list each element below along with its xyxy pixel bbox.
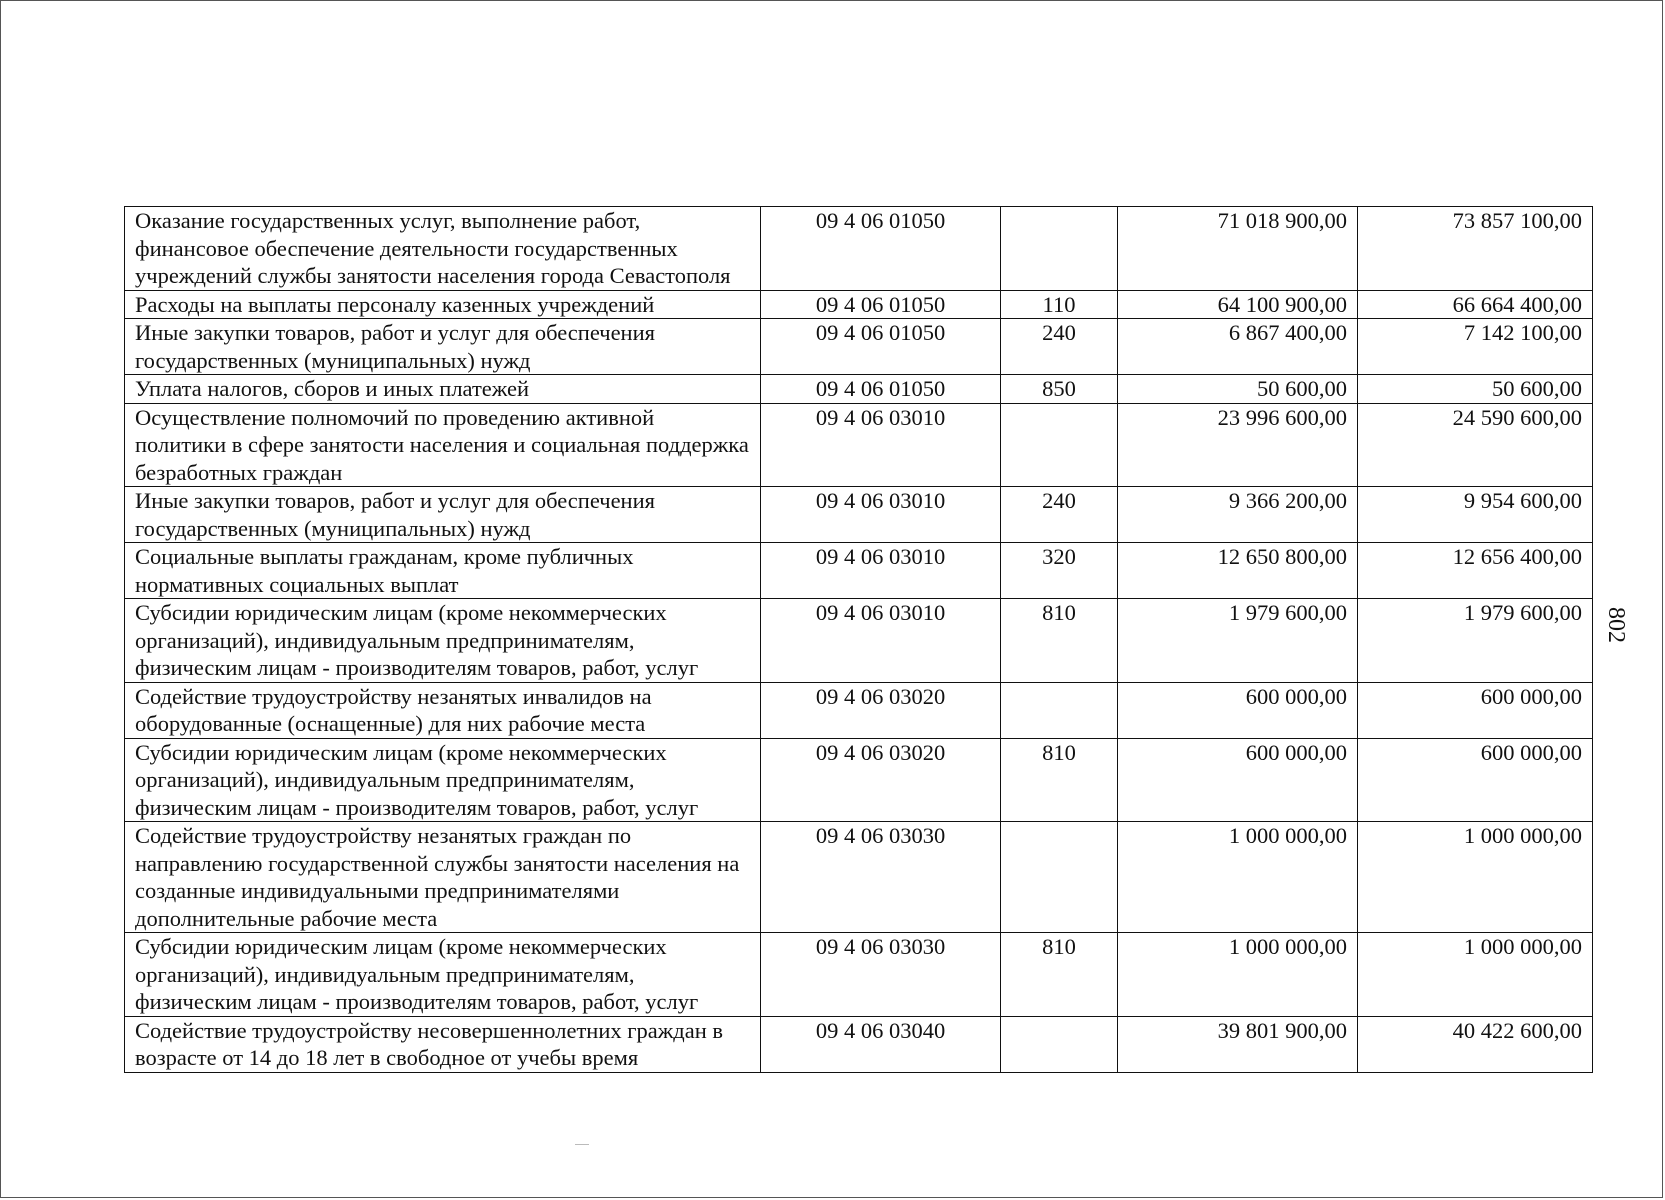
target-article-code-cell: 09 4 06 03010 [761,543,1001,599]
table-row [125,403,1593,487]
target-article-code-cell: 09 4 06 03010 [761,599,1001,683]
amount-year-2-cell: 1 000 000,00 [1358,822,1593,933]
target-article-code-cell: 09 4 06 03010 [761,487,1001,543]
amount-year-1-cell: 600 000,00 [1118,738,1358,822]
table-row [125,543,1593,599]
expense-type-code-cell [1001,682,1118,738]
table-row [125,487,1593,543]
amount-year-1-cell: 23 996 600,00 [1118,403,1358,487]
target-article-code-cell: 09 4 06 01050 [761,375,1001,404]
expense-type-code-cell: 810 [1001,738,1118,822]
amount-year-1-cell: 1 000 000,00 [1118,933,1358,1017]
table-row [125,933,1593,1017]
amount-year-2-cell: 12 656 400,00 [1358,543,1593,599]
expense-type-code-cell [1001,207,1118,291]
expense-name-cell: Содействие трудоустройству незанятых граждан по направлению государственной службы занятости населения на созданные индивидуальными предпринимателями дополнительные рабочие места [125,822,761,933]
amount-year-1-cell: 6 867 400,00 [1118,319,1358,375]
expense-type-code-cell: 850 [1001,375,1118,404]
table-row [125,319,1593,375]
expense-name-cell: Содействие трудоустройству незанятых инвалидов на оборудованные (оснащенные) для них рабочие места [125,682,761,738]
expense-type-code-cell: 810 [1001,933,1118,1017]
amount-year-1-cell: 39 801 900,00 [1118,1016,1358,1072]
amount-year-1-cell: 600 000,00 [1118,682,1358,738]
amount-year-2-cell: 24 590 600,00 [1358,403,1593,487]
amount-year-2-cell: 7 142 100,00 [1358,319,1593,375]
table-row [125,682,1593,738]
table-row [125,599,1593,683]
table-row [125,207,1593,291]
expense-name-cell: Иные закупки товаров, работ и услуг для обеспечения государственных (муниципальных) нужд [125,487,761,543]
page-number: 802 [1603,607,1629,643]
amount-year-1-cell: 50 600,00 [1118,375,1358,404]
target-article-code-cell: 09 4 06 01050 [761,207,1001,291]
expense-name-cell: Субсидии юридическим лицам (кроме некоммерческих организаций), индивидуальным предпринимателям, физическим лицам - производителям товаров, работ, услуг [125,933,761,1017]
target-article-code-cell: 09 4 06 01050 [761,290,1001,319]
amount-year-2-cell: 1 000 000,00 [1358,933,1593,1017]
amount-year-2-cell: 66 664 400,00 [1358,290,1593,319]
expense-name-cell: Иные закупки товаров, работ и услуг для обеспечения государственных (муниципальных) нужд [125,319,761,375]
expense-name-cell: Социальные выплаты гражданам, кроме публичных нормативных социальных выплат [125,543,761,599]
expense-type-code-cell [1001,822,1118,933]
expense-type-code-cell [1001,403,1118,487]
target-article-code-cell: 09 4 06 03020 [761,682,1001,738]
amount-year-2-cell: 1 979 600,00 [1358,599,1593,683]
target-article-code-cell: 09 4 06 03020 [761,738,1001,822]
target-article-code-cell: 09 4 06 03030 [761,822,1001,933]
amount-year-2-cell: 40 422 600,00 [1358,1016,1593,1072]
amount-year-2-cell: 9 954 600,00 [1358,487,1593,543]
target-article-code-cell: 09 4 06 03030 [761,933,1001,1017]
table-row [125,738,1593,822]
amount-year-1-cell: 1 979 600,00 [1118,599,1358,683]
table-body [125,207,1593,1073]
expense-name-cell: Осуществление полномочий по проведению активной политики в сфере занятости населения и социальная поддержка безработных граждан [125,403,761,487]
target-article-code-cell: 09 4 06 01050 [761,319,1001,375]
expense-name-cell: Содействие трудоустройству несовершеннолетних граждан в возрасте от 14 до 18 лет в свободное от учебы время [125,1016,761,1072]
amount-year-1-cell: 9 366 200,00 [1118,487,1358,543]
amount-year-1-cell: 71 018 900,00 [1118,207,1358,291]
amount-year-2-cell: 600 000,00 [1358,738,1593,822]
budget-table [124,206,1593,1073]
table-row [125,1016,1593,1072]
expense-type-code-cell: 240 [1001,487,1118,543]
expense-name-cell: Субсидии юридическим лицам (кроме некоммерческих организаций), индивидуальным предпринимателям, физическим лицам - производителям товаров, работ, услуг [125,738,761,822]
amount-year-2-cell: 600 000,00 [1358,682,1593,738]
expense-type-code-cell: 810 [1001,599,1118,683]
expense-name-cell: Субсидии юридическим лицам (кроме некоммерческих организаций), индивидуальным предпринимателям, физическим лицам - производителям товаров, работ, услуг [125,599,761,683]
expense-name-cell: Расходы на выплаты персоналу казенных учреждений [125,290,761,319]
amount-year-1-cell: 12 650 800,00 [1118,543,1358,599]
expense-type-code-cell [1001,1016,1118,1072]
expense-name-cell: Уплата налогов, сборов и иных платежей [125,375,761,404]
table-row [125,375,1593,404]
expense-type-code-cell: 320 [1001,543,1118,599]
expense-name-cell: Оказание государственных услуг, выполнение работ, финансовое обеспечение деятельности государственных учреждений службы занятости населения города Севастополя [125,207,761,291]
scan-mark [575,1144,589,1145]
table-row [125,290,1593,319]
amount-year-1-cell: 1 000 000,00 [1118,822,1358,933]
amount-year-2-cell: 73 857 100,00 [1358,207,1593,291]
expense-type-code-cell: 110 [1001,290,1118,319]
target-article-code-cell: 09 4 06 03010 [761,403,1001,487]
amount-year-1-cell: 64 100 900,00 [1118,290,1358,319]
table-row [125,822,1593,933]
expense-type-code-cell: 240 [1001,319,1118,375]
target-article-code-cell: 09 4 06 03040 [761,1016,1001,1072]
amount-year-2-cell: 50 600,00 [1358,375,1593,404]
